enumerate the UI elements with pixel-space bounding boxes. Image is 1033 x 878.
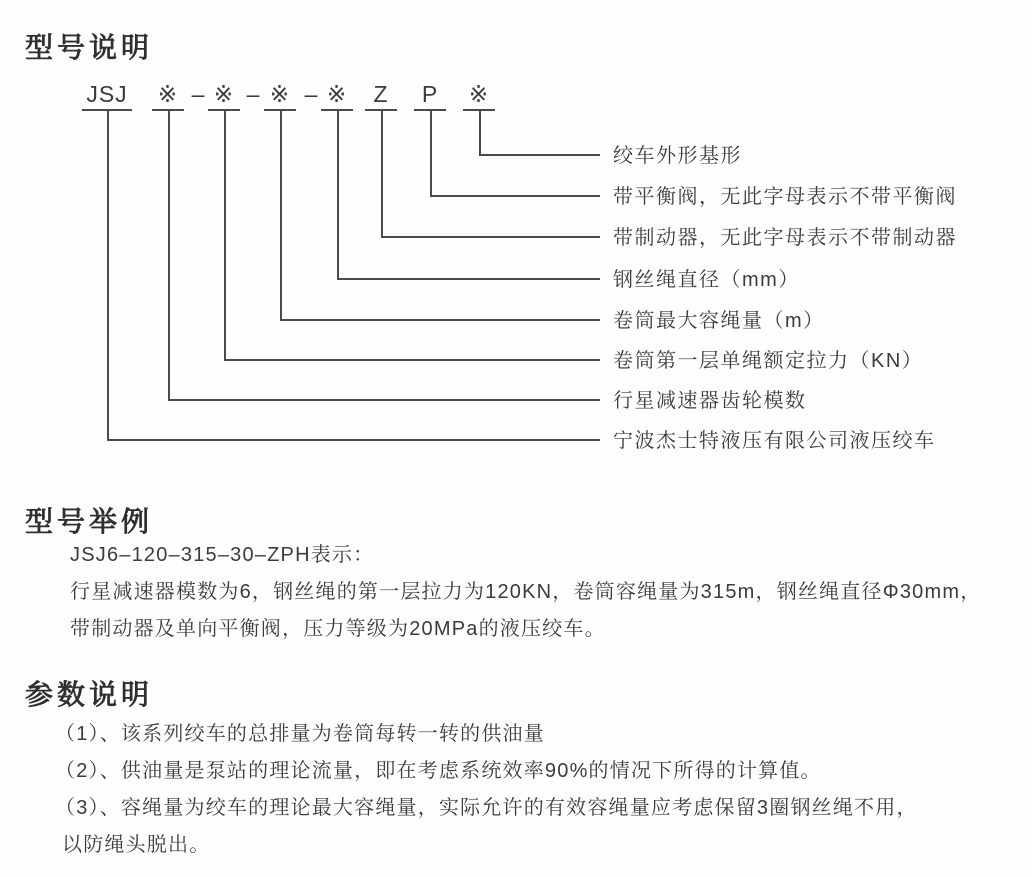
model-code-part-capacity: ※ bbox=[264, 82, 296, 111]
parameter-note-1: （1）、该系列绞车的总排量为卷筒每转一转的供油量 bbox=[55, 723, 545, 745]
model-code-part-shape: ※ bbox=[463, 82, 495, 111]
model-code-description-jsj: 宁波杰士特液压有限公司液压绞车 bbox=[613, 430, 936, 452]
model-code-part-jsj: JSJ bbox=[82, 82, 132, 111]
parameter-note-3-continuation: 以防绳头脱出。 bbox=[62, 834, 211, 856]
parameter-note-2: （2）、供油量是泵站的理论流量，即在考虑系统效率90%的情况下所得的计算值。 bbox=[55, 760, 822, 782]
model-code-description-module: 行星减速器齿轮模数 bbox=[613, 390, 807, 412]
section-title-model-example: 型号举例 bbox=[25, 506, 154, 537]
model-code-description-shape: 绞车外形基形 bbox=[613, 145, 742, 167]
model-code-separator: – bbox=[191, 81, 205, 107]
model-code-description-brake: 带制动器，无此字母表示不带制动器 bbox=[613, 227, 957, 249]
model-code-part-brake: Z bbox=[365, 82, 397, 111]
model-example-line-2: 带制动器及单向平衡阀，压力等级为20MPa的液压绞车。 bbox=[70, 618, 606, 640]
model-code-part-valve: P bbox=[414, 82, 446, 111]
model-code-part-module: ※ bbox=[152, 82, 184, 111]
model-code-description-valve: 带平衡阀，无此字母表示不带平衡阀 bbox=[613, 186, 957, 208]
parameter-note-3: （3）、容绳量为绞车的理论最大容绳量，实际允许的有效容绳量应考虑保留3圈钢丝绳不用， bbox=[55, 797, 918, 819]
model-code-part-diameter: ※ bbox=[321, 82, 353, 111]
model-code-part-pull: ※ bbox=[208, 82, 240, 111]
model-code-description-diameter: 钢丝绳直径（mm） bbox=[613, 269, 800, 291]
model-code-separator: – bbox=[304, 81, 318, 107]
section-title-parameter-description: 参数说明 bbox=[25, 679, 154, 710]
model-code-description-pull: 卷筒第一层单绳额定拉力（KN） bbox=[613, 350, 924, 372]
connector-line-shape bbox=[479, 111, 600, 156]
section-title-model-description: 型号说明 bbox=[25, 32, 154, 63]
model-example-line-1: 行星减速器模数为6，钢丝绳的第一层拉力为120KN，卷筒容绳量为315m，钢丝绳直径Φ30mm， bbox=[70, 581, 982, 603]
model-code-description-capacity: 卷筒最大容绳量（m） bbox=[613, 310, 825, 332]
model-code-separator: – bbox=[246, 81, 260, 107]
model-example-heading: JSJ6–120–315–30–ZPH表示： bbox=[70, 544, 375, 566]
